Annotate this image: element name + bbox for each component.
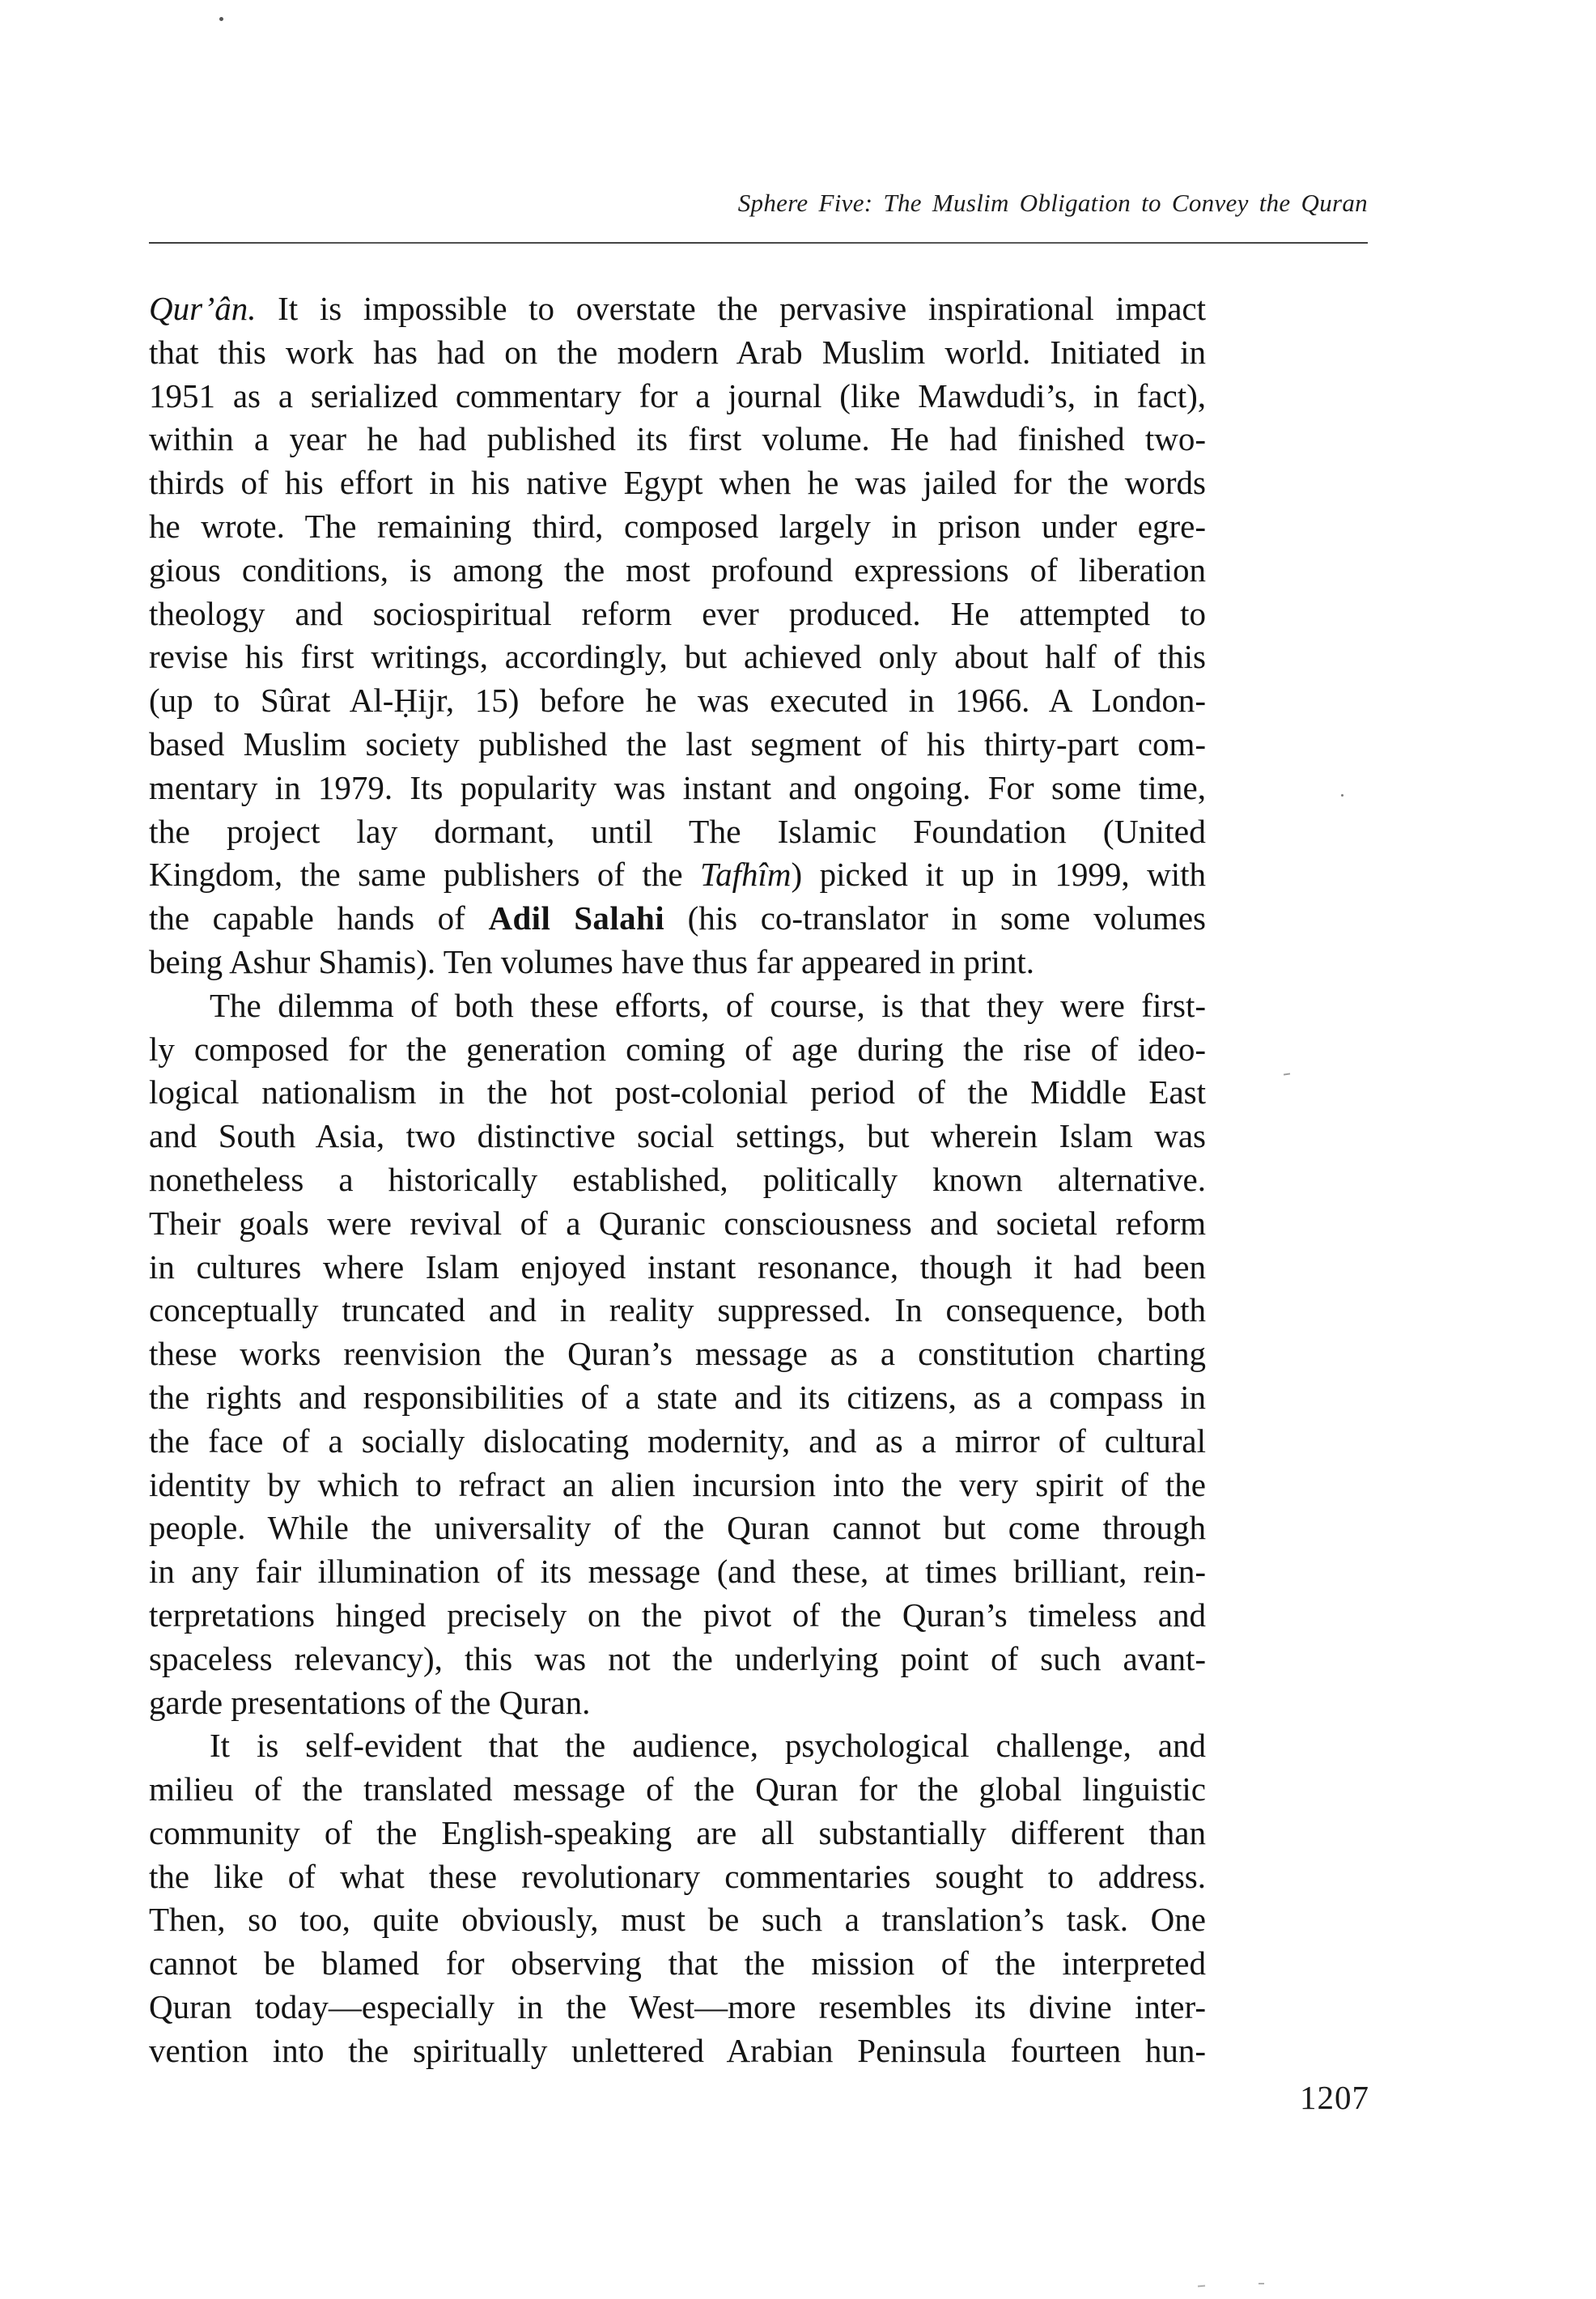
- text-line: [149, 549, 1206, 593]
- text-segment: identity by which to refract an alien incursion into the very spirit of the: [149, 1465, 1206, 1503]
- line-content: [149, 635, 1206, 679]
- text-line: [149, 984, 1206, 1028]
- line-content: [149, 1506, 1206, 1550]
- line-content: [149, 679, 1206, 723]
- scan-artifact: [1341, 794, 1343, 797]
- line-content: [149, 1594, 1206, 1638]
- line-content: [149, 853, 1206, 897]
- line-content: [149, 1812, 1206, 1855]
- text-segment: within a year he had published its first volume. He had finished two-: [149, 420, 1206, 458]
- text-line: [149, 897, 1206, 941]
- text-segment: Kingdom, the same publishers of the: [149, 856, 701, 894]
- text-line: [149, 1681, 1206, 1725]
- scan-artifact: [1198, 2285, 1205, 2288]
- line-content: [149, 1202, 1206, 1246]
- text-segment: vention into the spiritually unlettered Arabian Peninsula fourteen hun-: [149, 2031, 1206, 2069]
- line-content: [210, 1724, 1206, 1768]
- line-content: [149, 1898, 1206, 1942]
- line-content: [149, 1855, 1206, 1899]
- text-segment: that this work has had on the modern Arab Muslim world. Initiated in: [149, 333, 1206, 371]
- line-content: [149, 1071, 1206, 1115]
- text-line: [149, 461, 1206, 505]
- text-segment: Adil Salahi: [488, 899, 665, 937]
- text-line: [149, 1506, 1206, 1550]
- paragraph: [149, 984, 1206, 1725]
- text-line: [149, 1115, 1206, 1158]
- line-content: [149, 1289, 1206, 1332]
- text-segment: revise his first writings, accordingly, but achieved only about half of this: [149, 638, 1206, 676]
- text-line: [149, 375, 1206, 419]
- text-line: [149, 593, 1206, 636]
- line-content: [149, 1638, 1206, 1681]
- line-content: [149, 331, 1206, 375]
- text-line: [149, 723, 1206, 767]
- text-segment: cannot be blamed for observing that the mission of the interpreted: [149, 1944, 1206, 1982]
- line-content: [149, 1464, 1206, 1507]
- scan-artifact: [219, 17, 223, 21]
- text-line: [149, 1332, 1206, 1376]
- text-line: [149, 1724, 1206, 1768]
- line-content: [149, 1942, 1206, 1986]
- line-content: [149, 1768, 1206, 1812]
- text-line: [149, 1768, 1206, 1812]
- running-header-title: Sphere Five: The Muslim Obligation to Convey the Quran: [737, 189, 1368, 217]
- text-segment: garde presentations of the Quran.: [149, 1683, 591, 1721]
- text-line: [149, 287, 1206, 331]
- text-line: [149, 1986, 1206, 2029]
- line-content: [149, 810, 1206, 854]
- text-segment: people. While the universality of the Quran cannot but come through: [149, 1509, 1206, 1547]
- line-content: [149, 418, 1206, 461]
- text-line: [149, 1898, 1206, 1942]
- text-line: [149, 853, 1206, 897]
- text-line: [149, 679, 1206, 723]
- text-segment: the rights and responsibilities of a state and its citizens, as a compass in: [149, 1378, 1206, 1416]
- text-line: [149, 941, 1206, 984]
- text-line: [149, 1464, 1206, 1507]
- line-content: [149, 1420, 1206, 1464]
- text-line: [149, 1028, 1206, 1072]
- text-line: [149, 635, 1206, 679]
- text-line: [149, 1071, 1206, 1115]
- text-segment: ly composed for the generation coming of age during the rise of ideo-: [149, 1030, 1206, 1068]
- text-segment: he wrote. The remaining third, composed largely in prison under egre-: [149, 507, 1206, 545]
- text-segment: spaceless relevancy), this was not the underlying point of such avant-: [149, 1639, 1206, 1677]
- text-segment: the capable hands of: [149, 899, 489, 937]
- text-segment: these works reenvision the Quran’s message as a constitution charting: [149, 1335, 1206, 1373]
- text-segment: Quran today—especially in the West—more resembles its divine inter-: [149, 1988, 1206, 2026]
- line-content: [149, 1681, 590, 1725]
- line-content: [149, 897, 1206, 941]
- text-segment: milieu of the translated message of the Quran for the global linguistic: [149, 1770, 1206, 1808]
- line-content: [149, 1115, 1206, 1158]
- line-content: [149, 593, 1206, 636]
- text-line: [149, 505, 1206, 549]
- line-content: [149, 287, 1206, 331]
- text-segment: ) picked it up in 1999, with: [791, 856, 1206, 894]
- text-segment: (his co-translator in some volumes: [664, 899, 1207, 937]
- text-line: [149, 767, 1206, 810]
- line-content: [149, 461, 1206, 505]
- text-line: [149, 418, 1206, 461]
- line-content: [149, 1158, 1206, 1202]
- text-segment: The dilemma of both these efforts, of course, is that they were first-: [210, 986, 1206, 1024]
- text-line: [149, 1942, 1206, 1986]
- body-column: [149, 287, 1206, 2073]
- line-content: [149, 1332, 1206, 1376]
- text-segment: Then, so too, quite obviously, must be such a translation’s task. One: [149, 1901, 1206, 1939]
- line-content: [149, 549, 1206, 593]
- paragraph: [149, 287, 1206, 984]
- text-segment: community of the English-speaking are all substantially different than: [149, 1813, 1206, 1851]
- text-segment: the face of a socially dislocating modernity, and as a mirror of cultural: [149, 1421, 1206, 1460]
- line-content: [149, 1246, 1206, 1290]
- paragraph: [149, 1724, 1206, 2072]
- text-segment: gious conditions, is among the most profound expressions of liberation: [149, 550, 1206, 589]
- text-segment: (up to Sûrat Al-Ḥijr, 15) before he was executed in 1966. A London-: [149, 682, 1206, 720]
- text-line: [149, 1246, 1206, 1290]
- text-segment: logical nationalism in the hot post-colonial period of the Middle East: [149, 1073, 1206, 1111]
- line-content: [149, 941, 1034, 984]
- text-segment: in cultures where Islam enjoyed instant resonance, though it had been: [149, 1247, 1206, 1285]
- line-content: [149, 2029, 1206, 2073]
- page-number: 1207: [1300, 2079, 1369, 2116]
- text-segment: It is self-evident that the audience, psychological challenge, and: [210, 1727, 1206, 1765]
- text-segment: terpretations hinged precisely on the pivot of the Quran’s timeless and: [149, 1596, 1206, 1634]
- text-line: [149, 1812, 1206, 1855]
- text-line: [149, 2029, 1206, 2073]
- text-segment: Their goals were revival of a Quranic consciousness and societal reform: [149, 1204, 1206, 1242]
- text-segment: theology and sociospiritual reform ever produced. He attempted to: [149, 594, 1206, 632]
- line-content: [149, 1986, 1206, 2029]
- text-segment: and South Asia, two distinctive social settings, but wherein Islam was: [149, 1117, 1206, 1155]
- text-segment: 1951 as a serialized commentary for a journal (like Mawdudi’s, in fact),: [149, 376, 1206, 414]
- text-line: [149, 1855, 1206, 1899]
- line-content: [210, 984, 1206, 1028]
- text-line: [149, 1550, 1206, 1594]
- line-content: [149, 505, 1206, 549]
- text-segment: in any fair illumination of its message (and these, at times brilliant, rein-: [149, 1553, 1206, 1591]
- text-line: [149, 1202, 1206, 1246]
- text-segment: based Muslim society published the last segment of his thirty-part com-: [149, 725, 1206, 763]
- text-line: [149, 1158, 1206, 1202]
- text-segment: mentary in 1979. Its popularity was instant and ongoing. For some time,: [149, 768, 1206, 806]
- text-line: [149, 1638, 1206, 1681]
- scan-artifact: [1259, 2283, 1264, 2284]
- text-segment: thirds of his effort in his native Egypt when he was jailed for the words: [149, 464, 1206, 502]
- text-segment: Qur’ân.: [149, 290, 257, 327]
- line-content: [149, 723, 1206, 767]
- text-line: [149, 331, 1206, 375]
- text-segment: Tafhîm: [700, 856, 792, 894]
- text-segment: being Ashur Shamis). Ten volumes have thus far appeared in print.: [149, 942, 1035, 980]
- line-content: [149, 1376, 1206, 1420]
- line-content: [149, 767, 1206, 810]
- text-segment: It is impossible to overstate the pervasive inspirational impact: [256, 290, 1206, 327]
- text-line: [149, 1594, 1206, 1638]
- header-rule: [149, 242, 1368, 244]
- text-line: [149, 1289, 1206, 1332]
- text-segment: nonetheless a historically established, politically known alternative.: [149, 1160, 1206, 1198]
- text-line: [149, 1420, 1206, 1464]
- text-segment: the project lay dormant, until The Islamic Foundation (United: [149, 812, 1206, 850]
- line-content: [149, 375, 1206, 419]
- text-segment: the like of what these revolutionary commentaries sought to address.: [149, 1857, 1206, 1895]
- text-segment: conceptually truncated and in reality suppressed. In consequence, both: [149, 1291, 1206, 1329]
- line-content: [149, 1550, 1206, 1594]
- line-content: [149, 1028, 1206, 1072]
- text-line: [149, 1376, 1206, 1420]
- text-line: [149, 810, 1206, 854]
- scan-artifact: [1284, 1073, 1290, 1075]
